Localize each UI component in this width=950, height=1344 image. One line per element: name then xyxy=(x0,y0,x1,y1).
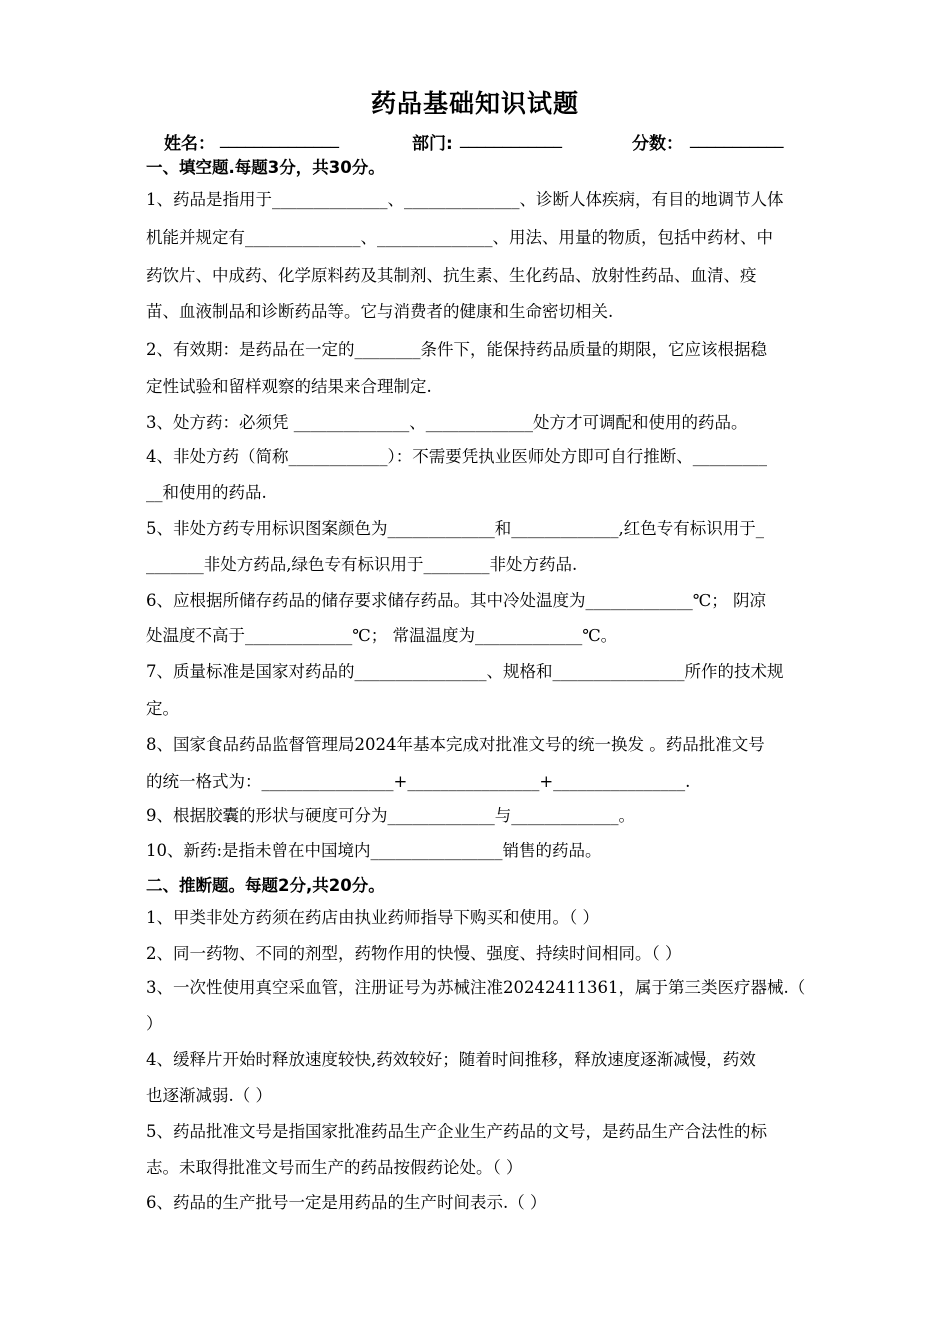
s1-line-10: 5、非处方药专用标识图案颜色为_____________和_____________,红色专有标识用于_ xyxy=(146,519,764,538)
page-title: 药品基础知识试题 xyxy=(370,89,579,118)
name-blank: ______________ xyxy=(220,129,339,149)
s2-line-1: 1、甲类非处方药须在药店由执业药师指导下购买和使用。（ ） xyxy=(146,908,599,927)
score-label: 分数： xyxy=(632,134,683,154)
s1-line-13: 处温度不高于_____________℃； 常温温度为_____________℃。 xyxy=(146,626,618,645)
dept-label: 部门: xyxy=(412,134,453,154)
s1-line-6: 定性试验和留样观察的结果来合理制定. xyxy=(146,377,432,396)
s1-line-1: 1、药品是指用于______________、______________、诊断人体疾病，有目的地调节人体 xyxy=(146,190,784,209)
s1-line-17: 的统一格式为：________________+________________+________________. xyxy=(146,772,691,791)
section1-heading: 一、填空题.每题3分，共30分。 xyxy=(146,158,385,177)
dept-blank: ____________ xyxy=(460,129,562,149)
s2-line-2: 2、同一药物、不同的剂型，药物作用的快慢、强度、持续时间相同。（ ） xyxy=(146,944,682,963)
name-label: 姓名： xyxy=(164,134,215,154)
s1-line-19: 10、新药:是指未曾在中国境内________________销售的药品。 xyxy=(146,841,602,860)
s2-line-9: 6、药品的生产批号一定是用药品的生产时间表示.（ ） xyxy=(146,1193,547,1212)
s1-line-15: 定。 xyxy=(146,699,179,718)
s1-line-12: 6、应根据所储存药品的储存要求储存药品。其中冷处温度为_____________℃； 阴凉 xyxy=(146,591,766,610)
s1-line-4: 苗、血液制品和诊断药品等。它与消费者的健康和生命密切相关. xyxy=(146,302,614,321)
s1-line-3: 药饮片、中成药、化学原料药及其制剂、抗生素、生化药品、放射性药品、血清、疫 xyxy=(146,266,757,285)
s1-line-14: 7、质量标准是国家对药品的________________、规格和________________所作的技术规 xyxy=(146,662,784,681)
s1-line-11: _______非处方药品,绿色专有标识用于________非处方药品. xyxy=(146,555,578,574)
s2-line-5: 4、缓释片开始时释放速度较快,药效较好；随着时间推移，释放速度逐渐减慢，药效 xyxy=(146,1050,756,1069)
s2-line-4: ） xyxy=(146,1014,163,1033)
s1-line-8: 4、非处方药（简称____________）：不需要凭执业医师处方即可自行推断、_________ xyxy=(146,447,767,466)
s2-line-8: 志。未取得批准文号而生产的药品按假药论处。（ ） xyxy=(146,1158,523,1177)
s1-line-7: 3、处方药：必须凭 ______________、_____________处方才可调配和使用的药品。 xyxy=(146,413,748,432)
s2-line-6: 也逐渐减弱.（ ） xyxy=(146,1086,272,1105)
s1-line-2: 机能并规定有______________、______________、用法、用量的物质，包括中药材、中 xyxy=(146,228,773,247)
s1-line-18: 9、根据胶囊的形状与硬度可分为_____________与_____________。 xyxy=(146,806,635,825)
section2-heading: 二、推断题。每题2分,共20分。 xyxy=(146,876,385,895)
s1-line-5: 2、有效期：是药品在一定的________条件下，能保持药品质量的期限，它应该根据稳 xyxy=(146,340,767,359)
score-blank: ___________ xyxy=(690,129,784,149)
s1-line-16: 8、国家食品药品监督管理局2024年基本完成对批准文号的统一换发 。药品批准文号 xyxy=(146,735,765,754)
s1-line-9: __和使用的药品. xyxy=(146,483,267,502)
s2-line-7: 5、药品批准文号是指国家批准药品生产企业生产药品的文号，是药品生产合法性的标 xyxy=(146,1122,767,1141)
s2-line-3: 3、一次性使用真空采血管，注册证号为苏械注准20242411361，属于第三类医疗器械.（ xyxy=(146,978,806,997)
